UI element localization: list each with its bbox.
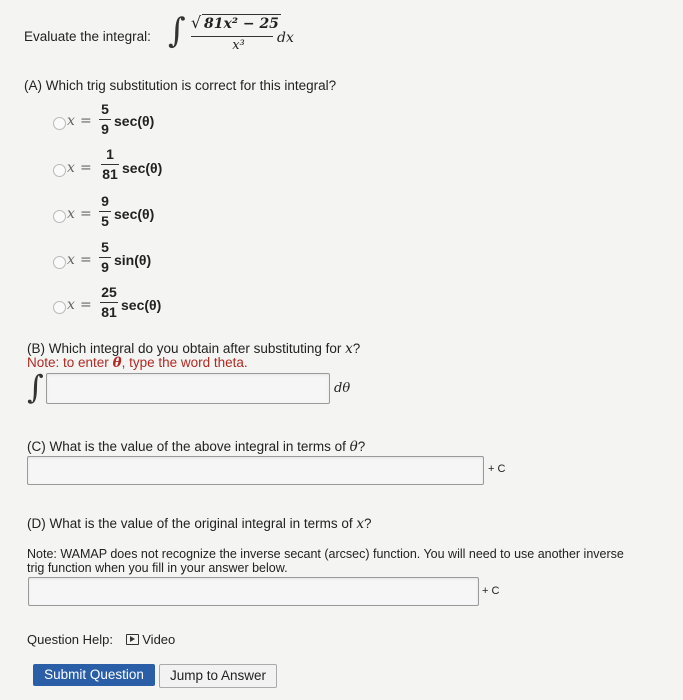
integrand-fraction [191,13,279,53]
option-4-fraction [99,240,111,275]
differential-dx: dx [277,30,294,46]
part-c-constant: + C [488,463,506,475]
part-b-question: (B) Which integral do you obtain after substituting for x? [27,341,361,357]
part-d-question: (D) What is the value of the original integral in terms of x? [27,516,372,532]
part-b-integrand-input[interactable] [46,373,330,404]
option-1-fraction [99,102,111,137]
option-5-numerator: 25 [101,284,117,300]
option-1-numerator: 5 [101,101,109,117]
option-5-var: x [67,297,75,313]
sqrt-sign: √ [191,13,202,32]
option-4-denominator: 9 [101,259,109,275]
part-d-answer-input[interactable] [28,577,479,606]
part-d-note-line-1: Note: WAMAP does not recognize the inverse secant (arcsec) function. You will need to use another inverse [27,547,624,561]
option-5-fraction [100,285,118,320]
video-link-label: Video [142,632,176,647]
option-3-function: sec(θ) [114,206,155,222]
integrand-denominator: x³ [232,38,245,53]
option-3-numerator: 9 [101,193,109,209]
part-c-answer-input[interactable] [27,456,484,485]
part-b-integral-sign: ∫ [27,368,44,406]
submit-question-button[interactable]: Submit Question [33,664,155,686]
video-link[interactable] [126,632,175,647]
option-3-var: x [67,206,75,222]
option-3-radio[interactable] [53,210,66,223]
option-5-function: sec(θ) [121,297,162,313]
option-1-denominator: 9 [101,121,109,137]
option-2-denominator: 81 [102,166,118,182]
prompt-label: Evaluate the integral: [24,29,151,44]
option-2-fraction [101,147,119,182]
option-5-radio[interactable] [53,301,66,314]
part-c-question: (C) What is the value of the above integral in terms of θ? [27,439,366,455]
question-help-label: Question Help: [27,632,113,647]
option-2-var: x [67,160,75,176]
option-4-var: x [67,252,75,268]
option-1-radio[interactable] [53,117,66,130]
option-5-denominator: 81 [101,304,117,320]
option-4-radio[interactable] [53,256,66,269]
part-b-note: Note: to enter θ, type the word theta. [27,355,248,371]
part-d-note-line-2: trig function when you fill in your answer below. [27,561,288,575]
option-4-eq: = [80,252,92,268]
option-2-eq: = [80,160,92,176]
video-play-icon [126,634,139,645]
option-5-eq: = [80,297,92,313]
jump-to-answer-button[interactable]: Jump to Answer [159,664,277,688]
option-3-eq: = [80,206,92,222]
option-2-radio[interactable] [53,164,66,177]
option-4-numerator: 5 [101,239,109,255]
option-1-function: sec(θ) [114,113,155,129]
option-1-eq: = [80,113,92,129]
integral-sign: ∫ [168,11,186,51]
integrand-numerator: 81x² − 25 [204,16,279,32]
option-3-fraction [99,194,111,229]
option-2-function: sec(θ) [122,160,163,176]
part-b-differential: dθ [334,381,351,396]
part-d-note [27,547,624,575]
question-help [27,632,175,648]
part-a-question: (A) Which trig substitution is correct for this integral? [24,78,337,93]
option-3-denominator: 5 [101,213,109,229]
option-4-function: sin(θ) [114,252,152,268]
part-d-constant: + C [482,585,500,597]
option-2-numerator: 1 [106,146,114,162]
option-1-var: x [67,113,75,129]
